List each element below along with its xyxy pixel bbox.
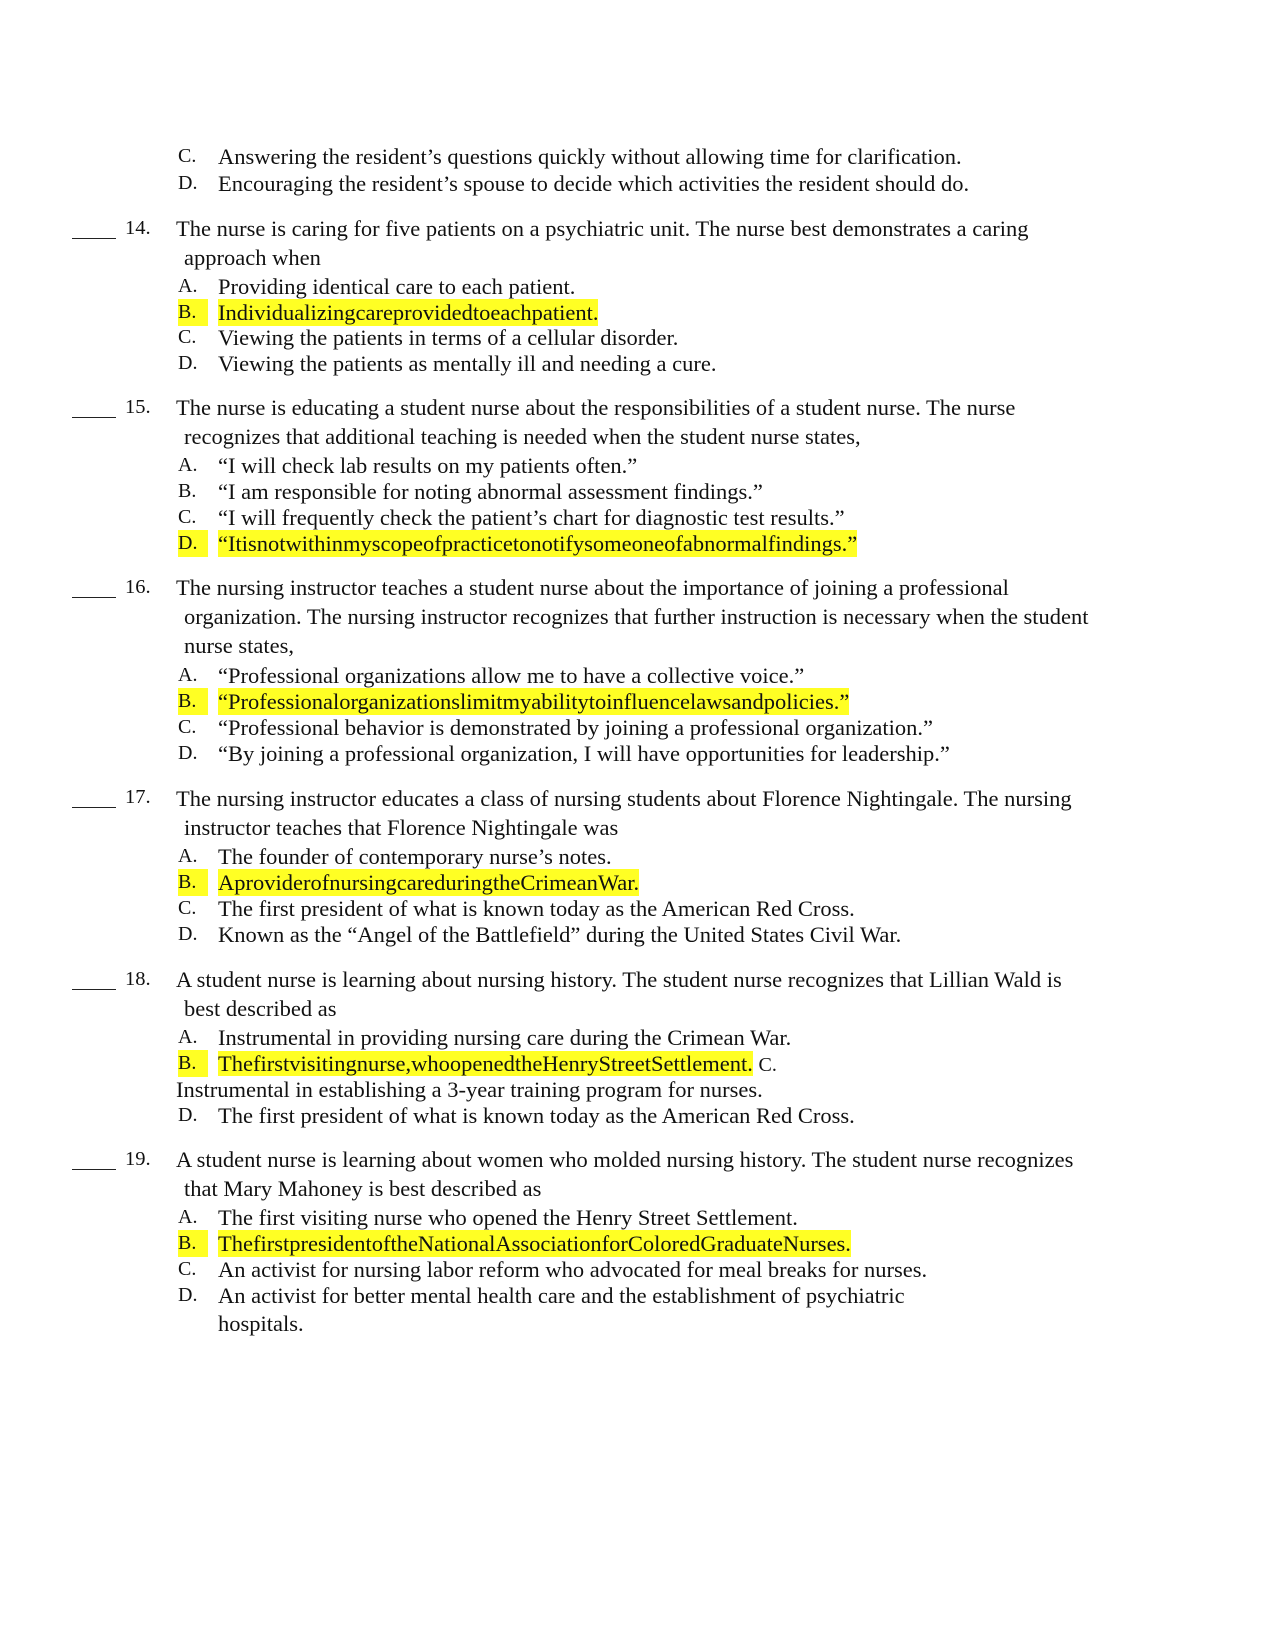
- option-text: “I will check lab results on my patients often.”: [218, 453, 638, 478]
- option-text: The first visiting nurse who opened the Henry Street Settlement.: [218, 1205, 798, 1230]
- option-letter: A.: [178, 1026, 198, 1048]
- option-text: “I will frequently check the patient’s chart for diagnostic test results.”: [218, 505, 845, 530]
- option-text: An activist for better mental health care and the establishment of psychiatric: [218, 1283, 905, 1308]
- stem-line: that Mary Mahoney is best described as: [184, 1176, 542, 1201]
- answer-blank-14[interactable]: [72, 238, 116, 239]
- option-text: Known as the “Angel of the Battlefield” during the United States Civil War.: [218, 922, 902, 947]
- option-letter: D.: [178, 1284, 198, 1306]
- option-letter: D.: [178, 352, 198, 374]
- question-number: 19.: [125, 1148, 151, 1170]
- option-letter: B.: [178, 1050, 208, 1077]
- option-letter: A.: [178, 1206, 198, 1228]
- option-letter: D.: [178, 923, 198, 945]
- highlighted-answer: ThefirstpresidentoftheNationalAssociationforColoredGraduateNurses.: [218, 1231, 851, 1256]
- stem-line: A student nurse is learning about women who molded nursing history. The student nurse recognizes: [176, 1147, 1074, 1172]
- option-d-continuation: hospitals.: [218, 1311, 304, 1336]
- option-letter: C.: [758, 1054, 777, 1076]
- option-letter: C.: [178, 506, 197, 528]
- question-number: 18.: [125, 968, 151, 990]
- option-text: Viewing the patients as mentally ill and needing a cure.: [218, 351, 717, 376]
- question-number: 16.: [125, 576, 151, 598]
- option-letter: A.: [178, 845, 198, 867]
- option-letter: B.: [178, 480, 197, 502]
- option-letter: B.: [178, 299, 208, 326]
- question-number: 17.: [125, 786, 151, 808]
- option-text: “Professional organizations allow me to have a collective voice.”: [218, 663, 805, 688]
- answer-blank-16[interactable]: [72, 597, 116, 598]
- option-letter: C.: [178, 716, 197, 738]
- option-text: An activist for nursing labor reform who advocated for meal breaks for nurses.: [218, 1257, 928, 1282]
- option-text: “Professional behavior is demonstrated by joining a professional organization.”: [218, 715, 934, 740]
- stem-line: approach when: [184, 245, 321, 270]
- option-text: “I am responsible for noting abnormal assessment findings.”: [218, 479, 763, 504]
- option-text: The first president of what is known today as the American Red Cross.: [218, 1103, 855, 1128]
- option-letter: C.: [178, 1258, 197, 1280]
- option-letter: C.: [178, 897, 197, 919]
- option-letter: A.: [178, 664, 198, 686]
- option-letter: B.: [178, 688, 208, 715]
- option-letter: D.: [178, 1104, 198, 1126]
- answer-blank-18[interactable]: [72, 989, 116, 990]
- option-letter: D.: [178, 742, 198, 764]
- highlighted-answer: Thefirstvisitingnurse,whoopenedtheHenryStreetSettlement.: [218, 1051, 753, 1076]
- question-stem-16: [176, 573, 1089, 660]
- answer-blank-17[interactable]: [72, 807, 116, 808]
- highlighted-answer: “Professionalorganizationslimitmyabilitytoinfluencelawsandpolicies.”: [218, 689, 850, 714]
- option-letter: C.: [178, 145, 197, 167]
- option-letter: C.: [178, 326, 197, 348]
- option-text: Viewing the patients in terms of a cellular disorder.: [218, 325, 679, 350]
- question-stem-17: [176, 784, 1072, 842]
- stem-line: nurse states,: [184, 633, 294, 658]
- question-stem-19: [176, 1145, 1073, 1203]
- option-text: The founder of contemporary nurse’s notes.: [218, 844, 612, 869]
- answer-blank-19[interactable]: [72, 1169, 116, 1170]
- stem-line: The nurse is educating a student nurse about the responsibilities of a student nurse. The nurse: [176, 395, 1016, 420]
- stem-line: recognizes that additional teaching is needed when the student nurse states,: [184, 424, 861, 449]
- option-text: Providing identical care to each patient.: [218, 274, 576, 299]
- question-stem-18: [176, 965, 1062, 1023]
- question-number: 15.: [125, 396, 151, 418]
- option-text: Answering the resident’s questions quickly without allowing time for clarification.: [218, 144, 962, 169]
- stem-line: The nurse is caring for five patients on a psychiatric unit. The nurse best demonstrates a caring: [176, 216, 1029, 241]
- option-text: Encouraging the resident’s spouse to decide which activities the resident should do.: [218, 171, 970, 196]
- highlighted-answer: AproviderofnursingcareduringtheCrimeanWar.: [218, 870, 640, 895]
- option-text: The first president of what is known today as the American Red Cross.: [218, 896, 855, 921]
- option-letter: B.: [178, 1230, 208, 1257]
- stem-line: A student nurse is learning about nursing history. The student nurse recognizes that Lillian Wald is: [176, 967, 1062, 992]
- question-number: 14.: [125, 217, 151, 239]
- option-letter: B.: [178, 869, 208, 896]
- stem-line: organization. The nursing instructor recognizes that further instruction is necessary when the student: [184, 604, 1089, 629]
- option-letter: D.: [178, 530, 208, 557]
- option-letter: A.: [178, 275, 198, 297]
- question-stem-15: [176, 393, 1015, 451]
- stem-line: The nursing instructor educates a class of nursing students about Florence Nightingale. The nursing: [176, 786, 1072, 811]
- answer-blank-15[interactable]: [72, 417, 116, 418]
- option-c-text: Instrumental in establishing a 3-year training program for nurses.: [176, 1077, 763, 1102]
- stem-line: instructor teaches that Florence Nightingale was: [184, 815, 619, 840]
- option-letter: D.: [178, 172, 198, 194]
- option-text: Instrumental in providing nursing care during the Crimean War.: [218, 1025, 792, 1050]
- question-stem-14: [176, 214, 1028, 272]
- stem-line: best described as: [184, 996, 337, 1021]
- option-text: “By joining a professional organization, I will have opportunities for leadership.”: [218, 741, 950, 766]
- highlighted-answer: “Itisnotwithinmyscopeofpracticetonotifysomeoneofabnormalfindings.”: [218, 531, 858, 556]
- option-letter: A.: [178, 454, 198, 476]
- option-text-row: [218, 1050, 777, 1079]
- stem-line: The nursing instructor teaches a student nurse about the importance of joining a professional: [176, 575, 1009, 600]
- highlighted-answer: Individualizingcareprovidedtoeachpatient.: [218, 300, 599, 325]
